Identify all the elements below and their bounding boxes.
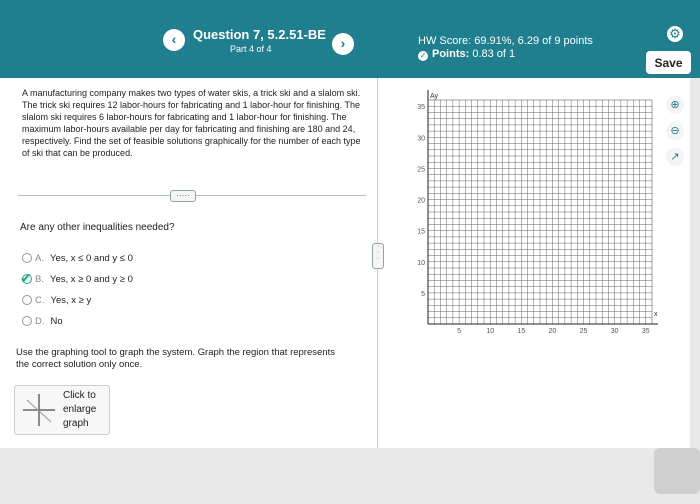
option-text: Yes, x ≥ 0 and y ≥ 0 bbox=[49, 274, 133, 285]
option-letter: A. bbox=[35, 253, 44, 264]
question-title: Question 7, 5.2.51-BE bbox=[193, 27, 326, 42]
option-d[interactable] bbox=[22, 316, 63, 327]
enlarge-label bbox=[63, 389, 96, 431]
x-tick-label: 25 bbox=[579, 328, 588, 335]
points-label: Points: bbox=[432, 48, 470, 60]
x-tick-label: 20 bbox=[548, 328, 557, 335]
x-tick-label: 10 bbox=[486, 328, 495, 335]
partial-check-icon: ✓ bbox=[419, 51, 427, 60]
panel-resize-handle[interactable]: · · · bbox=[372, 243, 384, 269]
y-tick-label: 30 bbox=[417, 135, 425, 143]
external-link-icon[interactable]: ↗ bbox=[666, 148, 684, 166]
graph-canvas[interactable] bbox=[400, 88, 660, 338]
gear-icon[interactable]: ⚙ bbox=[667, 26, 683, 42]
option-a[interactable] bbox=[22, 253, 133, 264]
y-axis-label: Ay bbox=[430, 93, 439, 100]
x-tick-label: 15 bbox=[517, 328, 526, 335]
y-tick-label: 10 bbox=[417, 259, 425, 267]
floating-button[interactable] bbox=[654, 448, 700, 494]
header-bar bbox=[0, 0, 700, 78]
option-text: Yes, x ≤ 0 and y ≤ 0 bbox=[49, 253, 133, 264]
save-button[interactable]: Save bbox=[646, 51, 691, 74]
radio-button[interactable] bbox=[22, 253, 32, 263]
x-tick-label: 30 bbox=[610, 328, 619, 335]
y-tick-label: 5 bbox=[421, 290, 425, 298]
radio-button[interactable] bbox=[20, 270, 32, 286]
option-b[interactable] bbox=[20, 270, 133, 286]
x-tick-label: 5 bbox=[457, 328, 462, 335]
enlarge-graph-button[interactable] bbox=[14, 385, 110, 435]
question-part: Part 4 of 4 bbox=[230, 44, 272, 54]
points-display bbox=[418, 48, 515, 61]
problem-text: A manufacturing company makes two types of water skis, a trick ski and a slalom ski. The trick ski requires 12 labor-hours for fabricating and 1 labor-hour for finishing. The slalom ski requires 6 labor-hours for fabricating and 1 labor-hour for finishing. The maximum labor-hours available per day for fabricating and finishing are 180 and 24, respectively. Find the set of feasible solutions graphically for the number of each type of ski that can be produced. bbox=[22, 88, 361, 158]
next-question-button[interactable]: › bbox=[332, 33, 354, 55]
x-tick-label: 35 bbox=[641, 328, 650, 335]
graph-axes-icon bbox=[21, 392, 57, 428]
hw-score: HW Score: 69.91%, 6.29 of 9 points bbox=[418, 35, 593, 47]
option-c[interactable] bbox=[22, 295, 91, 306]
expand-button[interactable]: ····· bbox=[170, 190, 196, 202]
y-tick-label: 15 bbox=[417, 228, 425, 236]
y-tick-label: 35 bbox=[417, 104, 425, 112]
radio-button[interactable] bbox=[22, 316, 32, 326]
y-tick-label: 20 bbox=[417, 197, 425, 205]
question-prompt: Are any other inequalities needed? bbox=[20, 222, 175, 233]
option-text: Yes, x ≥ y bbox=[50, 295, 92, 306]
zoom-out-icon[interactable]: ⊖ bbox=[666, 122, 684, 140]
radio-button[interactable] bbox=[22, 295, 32, 305]
checkmark-icon: ✔ bbox=[20, 270, 32, 286]
y-tick-label: 25 bbox=[417, 166, 425, 174]
previous-question-button[interactable]: ‹ bbox=[163, 29, 185, 51]
graph-instructions: Use the graphing tool to graph the system. Graph the region that represents the correct solution only once. bbox=[16, 347, 335, 370]
option-letter: D. bbox=[35, 316, 45, 327]
points-value: 0.83 of 1 bbox=[472, 48, 516, 60]
option-letter: C. bbox=[35, 295, 45, 306]
zoom-in-icon[interactable]: ⊕ bbox=[666, 96, 684, 114]
x-axis-label: x bbox=[654, 311, 658, 318]
enlarge-line-3: graph bbox=[63, 418, 89, 429]
enlarge-line-2: enlarge bbox=[63, 404, 97, 415]
enlarge-line-1: Click to bbox=[63, 390, 96, 401]
option-letter: B. bbox=[35, 274, 44, 285]
option-text: No bbox=[50, 316, 63, 327]
